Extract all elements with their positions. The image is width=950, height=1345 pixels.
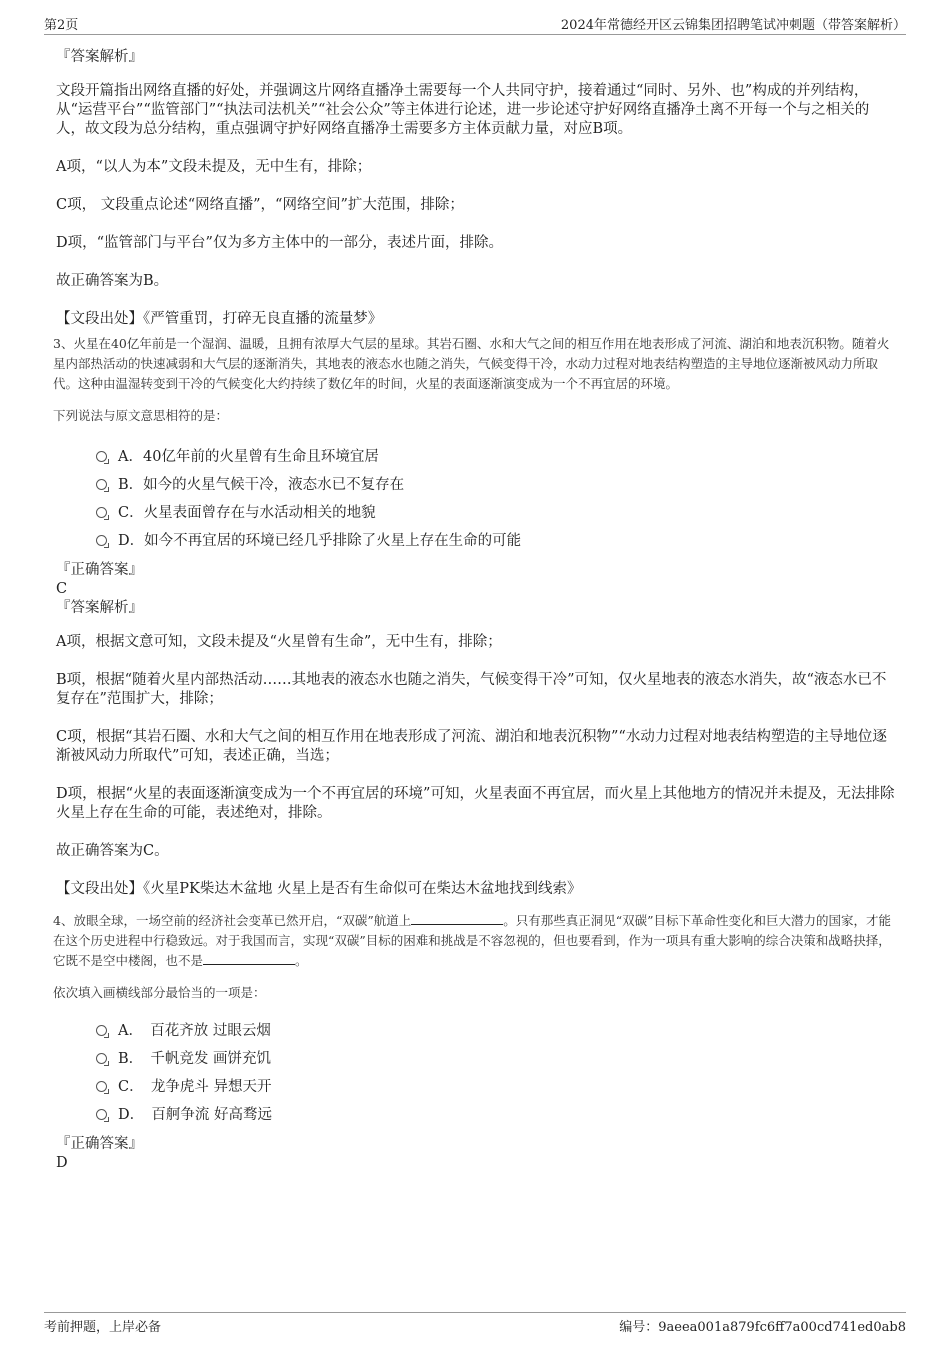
radio-icon[interactable]: [96, 1053, 107, 1064]
page-header: [44, 12, 906, 35]
analysis-option-d: D项，根据“火星的表面逐渐演变成为一个不再宜居的环境”可知，火星表面不再宜居，而火星上其他地方的情况并未提及，无法排除火星上存在生命的可能，表述绝对，排除。: [56, 786, 895, 821]
option-c[interactable]: [96, 1073, 898, 1101]
question-prompt: 下列说法与原文意思相符的是：: [53, 408, 229, 423]
option-label: B． 千帆竞发 画饼充饥: [118, 1051, 272, 1067]
option-b[interactable]: [96, 471, 898, 499]
question-stem: 3、火星在40亿年前是一个湿润、温暖，且拥有浓厚大气层的星球。其岩石圈、水和大气之间的相互作用在地表形成了河流、湖泊和地表沉积物。随着火星内部热活动的快速减弱和大气层的逐渐消失，其地表的液态水也随之消失，气候变得干冷，水动力过程对地表结构塑造的主导地位逐渐被风动力所取代。这种由温湿转变到干冷的气候变化大约持续了数亿年的时间，火星的表面逐渐演变成为一个不再宜居的环境。: [53, 336, 890, 391]
analysis-option-c: C项，根据“其岩石圈、水和大气之间的相互作用在地表形成了河流、湖泊和地表沉积物”“水动力过程对地表结构塑造的主导地位逐渐被风动力所取代”可知，表述正确，当选；: [56, 729, 887, 764]
radio-icon[interactable]: [96, 451, 107, 462]
analysis-conclusion: 故正确答案为C。: [56, 843, 169, 859]
q2-analysis: [56, 48, 898, 329]
source-citation: 【文段出处】《严管重罚，打碎无良直播的流量梦》: [56, 311, 383, 327]
analysis-label: 『答案解析』: [56, 49, 143, 65]
page-number: 第2页: [44, 18, 79, 33]
radio-icon[interactable]: [96, 1025, 107, 1036]
answer-label: 『正确答案』: [56, 1136, 143, 1152]
fill-blank-1: [411, 912, 503, 925]
option-label: A．40亿年前的火星曾有生命且环境宜居: [118, 449, 379, 465]
option-label: C．火星表面曾存在与水活动相关的地貌: [118, 505, 376, 521]
analysis-paragraph: 文段开篇指出网络直播的好处，并强调这片网络直播净土需要每一个人共同守护，接着通过“同时、另外、也”构成的并列结构，从“运营平台”“监管部门”“执法司法机关”“社会公众”等主体进行论述，进一步论述守护好网络直播净土离不开每一个与之相关的人，故文段为总分结构，重点强调守护好网络直播净土需要多方主体贡献力量，对应B项。: [56, 83, 870, 137]
radio-icon[interactable]: [96, 535, 107, 546]
question-prompt: 依次填入画横线部分最恰当的一项是：: [53, 985, 266, 1000]
option-b[interactable]: [96, 1045, 898, 1073]
option-c[interactable]: [96, 499, 898, 527]
footer-slogan: 考前押题，上岸必备: [44, 1320, 162, 1335]
option-list: [56, 443, 898, 555]
option-label: B．如今的火星气候干冷，液态水已不复存在: [118, 477, 405, 493]
option-a[interactable]: [96, 443, 898, 471]
analysis-conclusion: 故正确答案为B。: [56, 273, 169, 289]
analysis-option-d: D项，“监管部门与平台”仅为多方主体中的一部分，表述片面，排除。: [56, 235, 503, 251]
document-title: 2024年常德经开区云锦集团招聘笔试冲刺题（带答案解析）: [560, 18, 906, 33]
answer-label: 『正确答案』: [56, 562, 143, 578]
option-list: [56, 1017, 898, 1129]
analysis-option-a: A项，“以人为本”文段未提及，无中生有，排除；: [56, 159, 372, 175]
document-code: 编号：9aeea001a879fc6ff7a00cd741ed0ab8: [619, 1320, 906, 1335]
question-4: [53, 911, 898, 1173]
option-label: D． 百舸争流 好高骛远: [118, 1107, 272, 1123]
option-d[interactable]: [96, 1101, 898, 1129]
page-footer: [44, 1312, 906, 1337]
source-citation: 【文段出处】《火星PK柴达木盆地 火星上是否有生命似可在柴达木盆地找到线索》: [56, 881, 582, 897]
stem-text: 。只有那些真正洞见“双碳”目标下革命性变化和巨大潜力的国家，才能在这个历史进程中行稳致远。对于我国而言，实现“双碳”目标的困难和挑战是不容忽视的，但也要看到，作为一项具有重大影响的综合决策和战略抉择，它既不是空中楼阁，也不是: [53, 913, 892, 968]
answer-value: C: [56, 581, 68, 597]
stem-text: 。: [295, 953, 308, 968]
fill-blank-2: [203, 952, 295, 965]
option-label: C． 龙争虎斗 异想天开: [118, 1079, 272, 1095]
analysis-option-b: B项，根据“随着火星内部热活动……其地表的液态水也随之消失，气候变得干冷”可知，仅火星地表的液态水消失，故“液态水已不复存在”范围扩大，排除；: [56, 672, 887, 707]
option-label: A． 百花齐放 过眼云烟: [118, 1023, 271, 1039]
option-a[interactable]: [96, 1017, 898, 1045]
option-d[interactable]: [96, 527, 898, 555]
radio-icon[interactable]: [96, 1081, 107, 1092]
analysis-label: 『答案解析』: [56, 600, 143, 616]
answer-value: D: [56, 1155, 68, 1171]
analysis-option-c: C项， 文段重点论述“网络直播”，“网络空间”扩大范围，排除；: [56, 197, 464, 213]
radio-icon[interactable]: [96, 1109, 107, 1120]
radio-icon[interactable]: [96, 479, 107, 490]
question-stem: [53, 911, 898, 971]
question-3: [53, 334, 898, 899]
analysis-option-a: A项，根据文意可知，文段未提及“火星曾有生命”，无中生有，排除；: [56, 634, 502, 650]
option-label: D．如今不再宜居的环境已经几乎排除了火星上存在生命的可能: [118, 533, 522, 549]
radio-icon[interactable]: [96, 507, 107, 518]
page-content: [53, 46, 898, 1173]
stem-text: 4、放眼全球，一场空前的经济社会变革已然开启，“双碳”航道上: [53, 913, 412, 928]
